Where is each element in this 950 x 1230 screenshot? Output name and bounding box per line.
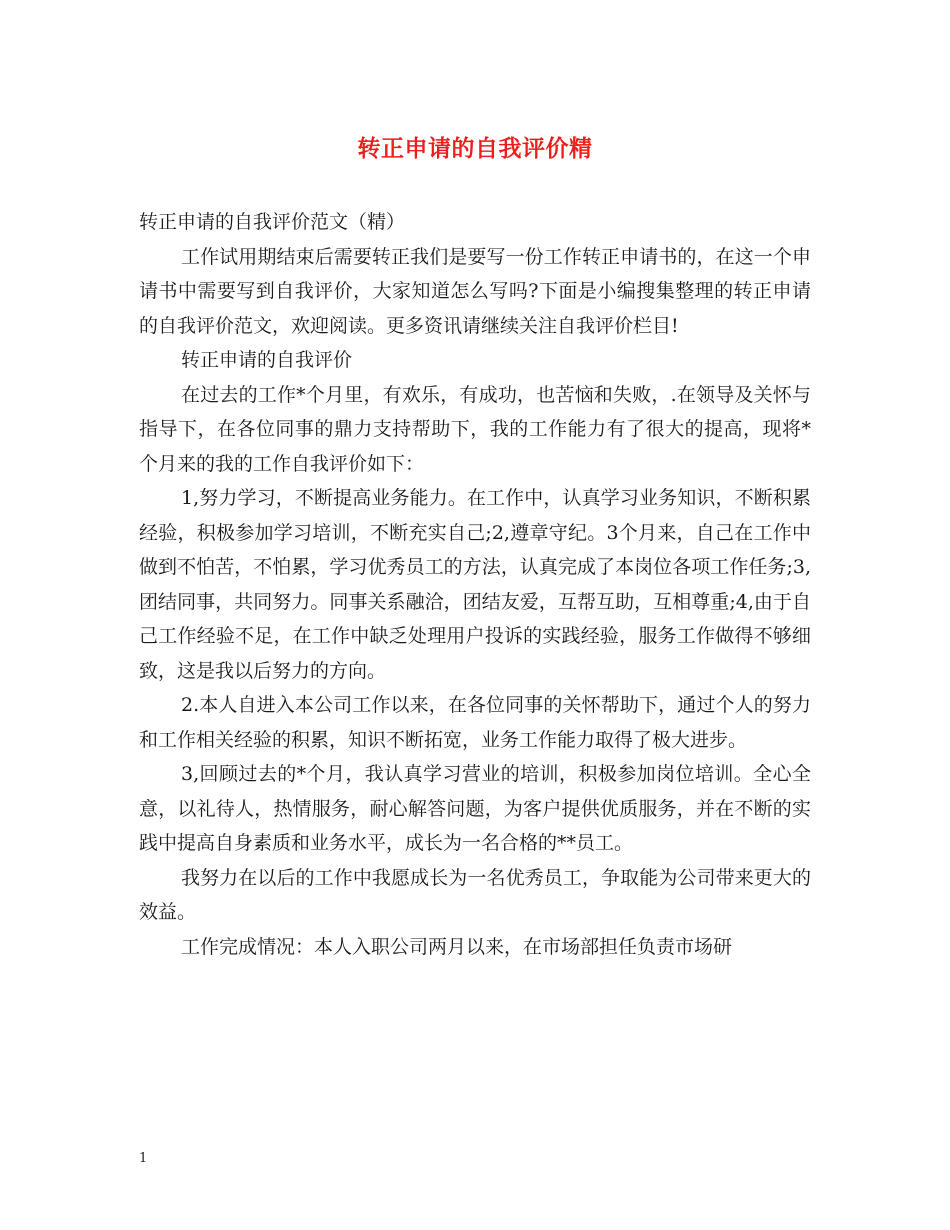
section-heading: 转正申请的自我评价 [181, 349, 353, 371]
body-paragraph: 工作完成情况：本人入职公司两月以来，在市场部担任负责市场研 [181, 935, 733, 958]
body-paragraph: 3,回顾过去的*个月，我认真学习营业的培训，积极参加岗位培训。全心全意，以礼待人，热情服务，耐心解答问题，为客户提供优质服务，并在不断的实践中提高自身素质和业务水平，成长为一名合格的**员工。 [139, 763, 811, 854]
document-title: 转正申请的自我评价精 [357, 135, 593, 162]
subtitle-paragraph: 转正申请的自我评价范文（精） [139, 211, 406, 233]
intro-paragraph: 工作试用期结束后需要转正我们是要写一份工作转正申请书的，在这一个申请书中需要写到自我评价，大家知道怎么写吗?下面是小编搜集整理的转正申请的自我评价范文，欢迎阅读。更多资讯请继续关注自我评价栏目! [139, 245, 811, 337]
page-number: 1 [139, 1151, 148, 1166]
body-paragraph: 在过去的工作*个月里，有欢乐，有成功，也苦恼和失败，.在领导及关怀与指导下，在各位同事的鼎力支持帮助下，我的工作能力有了很大的提高，现将*个月来的我的工作自我评价如下： [139, 383, 811, 475]
body-paragraph: 1,努力学习，不断提高业务能力。在工作中，认真学习业务知识，不断积累经验，积极参加学习培训，不断充实自己;2,遵章守纪。3个月来，自己在工作中做到不怕苦，不怕累，学习优秀员工的方法，认真完成了本岗位各项工作任务;3,团结同事，共同努力。同事关系融洽，团结友爱，互帮互助，互相尊重;4,由于自己工作经验不足，在工作中缺乏处理用户投诉的实践经验，服务工作做得不够细致，这是我以后努力的方向。 [139, 487, 811, 682]
body-paragraph: 2.本人自进入本公司工作以来，在各位同事的关怀帮助下，通过个人的努力和工作相关经验的积累，知识不断拓宽，业务工作能力取得了极大进步。 [139, 694, 811, 751]
document-body [139, 205, 811, 964]
body-paragraph: 我努力在以后的工作中我愿成长为一名优秀员工，争取能为公司带来更大的效益。 [139, 866, 811, 923]
